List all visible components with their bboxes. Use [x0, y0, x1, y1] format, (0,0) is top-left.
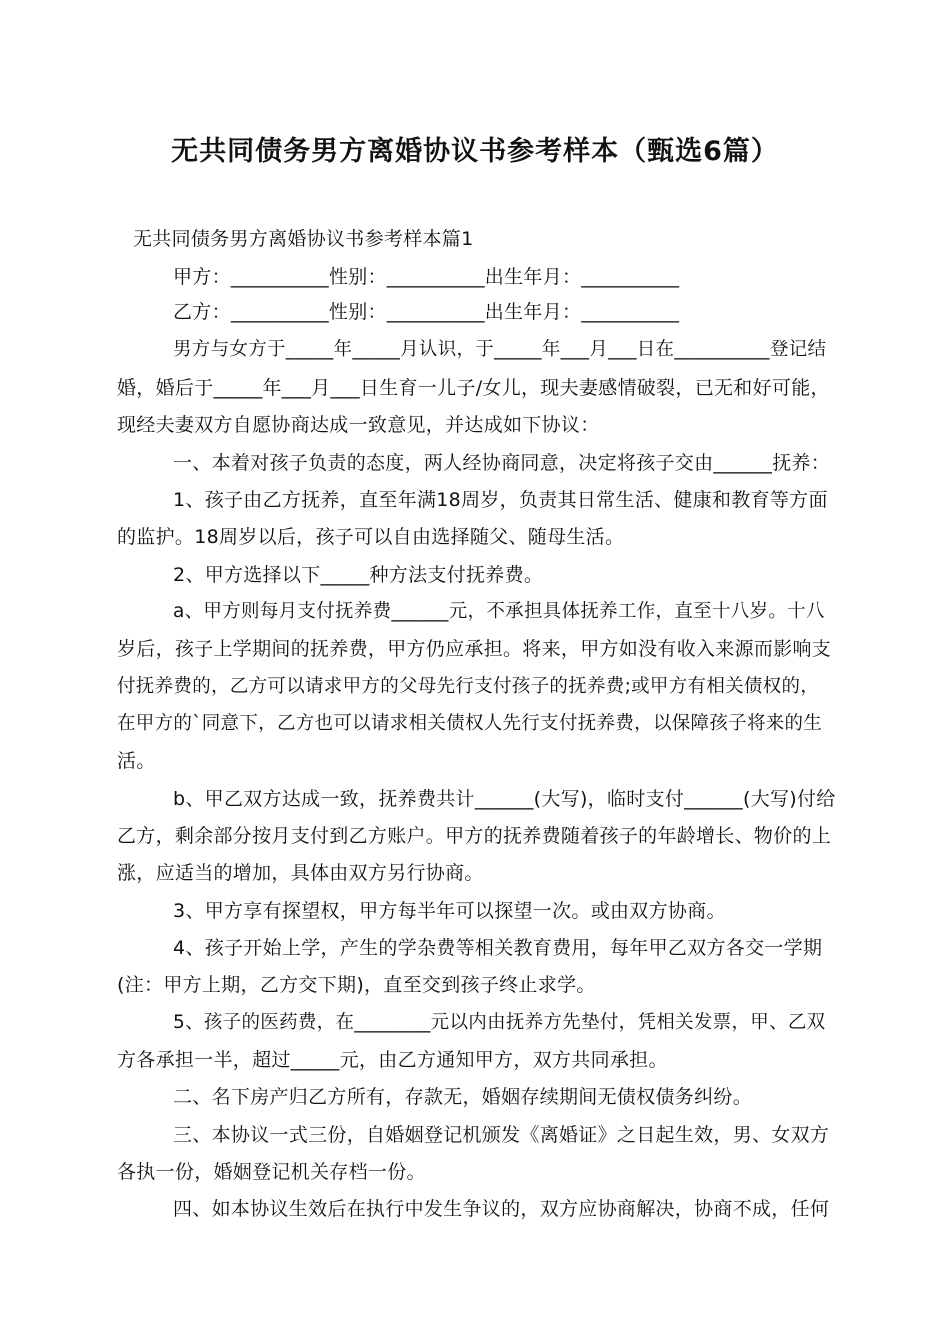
paragraph-line: 男方与女方于_____年_____月认识，于_____年___月___日在__________登记结: [173, 339, 827, 360]
paragraph-line: 的监护。18周岁以后，孩子可以自由选择随父、随母生活。: [117, 526, 625, 548]
paragraph-line: 3、甲方享有探望权，甲方每半年可以探望一次。或由双方协商。: [173, 900, 726, 922]
paragraph-line: 2、甲方选择以下_____种方法支付抚养费。: [173, 564, 544, 586]
paragraph-line: 付抚养费的，乙方可以请求甲方的父母先行支付孩子的抚养费;或甲方有相关债权的，: [117, 676, 820, 697]
paragraph-line: 4、孩子开始上学，产生的学杂费等相关教育费用，每年甲乙双方各交一学期: [173, 937, 823, 959]
paragraph-line: 乙方，剩余部分按月支付到乙方账户。甲方的抚养费随着孩子的年龄增长、物价的上: [117, 825, 832, 847]
section-heading: 无共同债务男方离婚协议书参考样本篇1: [133, 228, 474, 250]
party-b-line: 乙方：__________性别：__________出生年月：__________: [173, 301, 680, 323]
paragraph-line: 1、孩子由乙方抚养，直至年满18周岁，负责其日常生活、健康和教育等方面: [173, 489, 828, 511]
paragraph-line: (注：甲方上期，乙方交下期)，直至交到孩子终止求学。: [117, 974, 596, 996]
party-a-line: 甲方：__________性别：__________出生年月：__________: [173, 266, 680, 288]
paragraph-line: 三、本协议一式三份，自婚姻登记机颁发《离婚证》之日起生效，男、女双方: [173, 1124, 830, 1146]
document-title: 无共同债务男方离婚协议书参考样本（甄选6篇）: [171, 136, 779, 167]
paragraph-line: 现经夫妻双方自愿协商达成一致意见，并达成如下协议：: [117, 414, 600, 436]
paragraph-line: 活。: [117, 750, 156, 772]
paragraph-line: 各执一份，婚姻登记机关存档一份。: [117, 1161, 426, 1183]
paragraph-line: 方各承担一半，超过_____元，由乙方通知甲方，双方共同承担。: [117, 1049, 668, 1071]
paragraph-line: 涨，应适当的增加，具体由双方另行协商。: [117, 862, 484, 884]
paragraph-line: 一、本着对孩子负责的态度，两人经协商同意，决定将孩子交由______抚养：: [173, 452, 831, 474]
paragraph-line: 在甲方的`同意下，乙方也可以请求相关债权人先行支付抚养费，以保障孩子将来的生: [117, 713, 823, 734]
paragraph-line: a、甲方则每月支付抚养费______元，不承担具体抚养工作，直至十八岁。十八: [173, 601, 825, 622]
paragraph-line: b、甲乙双方达成一致，抚养费共计______(大写)，临时支付______(大写)付给: [173, 788, 836, 810]
paragraph-line: 岁后，孩子上学期间的抚养费，甲方仍应承担。将来，甲方如没有收入来源而影响支: [117, 638, 832, 660]
paragraph-line: 婚，婚后于_____年___月___日生育一儿子/女儿，现夫妻感情破裂，已无和好可能，: [117, 377, 830, 399]
paragraph-line: 5、孩子的医药费，在________元以内由抚养方先垫付，凭相关发票，甲、乙双: [173, 1012, 826, 1033]
paragraph-line: 二、名下房产归乙方所有，存款无，婚姻存续期间无债权债务纠纷。: [173, 1086, 753, 1108]
paragraph-line: 四、如本协议生效后在执行中发生争议的，双方应协商解决，协商不成，任何: [173, 1198, 830, 1220]
